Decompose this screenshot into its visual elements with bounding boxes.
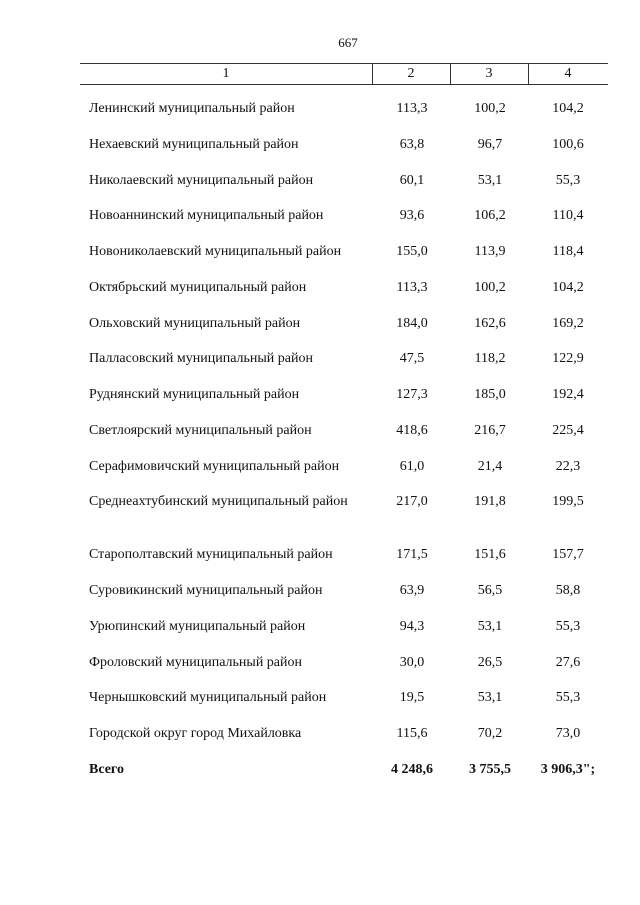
value-col-4: 192,4 xyxy=(552,387,584,402)
value-col-2: 113,3 xyxy=(396,101,428,116)
value-col-2: 63,9 xyxy=(399,583,425,598)
district-name: Среднеахтубинский муниципальный район xyxy=(89,494,348,509)
value-col-2: 94,3 xyxy=(399,619,425,634)
value-col-4: 55,3 xyxy=(555,690,581,705)
district-name: Городской округ город Михайловка xyxy=(89,726,302,741)
value-col-4: 199,5 xyxy=(552,494,584,509)
value-col-3: 70,2 xyxy=(477,726,503,741)
value-col-4: 110,4 xyxy=(552,208,584,223)
value-col-3: 118,2 xyxy=(474,351,506,366)
district-name: Фроловский муниципальный район xyxy=(89,655,303,670)
value-col-2: 418,6 xyxy=(396,423,428,438)
value-col-2: 217,0 xyxy=(396,494,428,509)
district-name: Ленинский муниципальный район xyxy=(89,101,295,116)
district-name: Руднянский муниципальный район xyxy=(89,387,300,402)
value-col-4: 104,2 xyxy=(552,280,584,295)
value-col-3: 26,5 xyxy=(477,655,503,670)
value-col-3: 191,8 xyxy=(474,494,506,509)
value-col-2: 127,3 xyxy=(396,387,428,402)
value-col-2: 113,3 xyxy=(396,280,428,295)
value-col-3: 53,1 xyxy=(477,173,503,188)
value-col-3: 53,1 xyxy=(477,619,503,634)
value-col-4: 27,6 xyxy=(555,655,581,670)
district-name: Нехаевский муниципальный район xyxy=(89,137,299,152)
value-col-3: 53,1 xyxy=(477,690,503,705)
value-col-3: 113,9 xyxy=(474,244,506,259)
value-col-3: 162,6 xyxy=(474,316,506,331)
header-col-1: 1 xyxy=(222,66,230,81)
value-col-3: 151,6 xyxy=(474,547,506,562)
value-col-2: 19,5 xyxy=(399,690,425,705)
district-name: Октябрьский муниципальный район xyxy=(89,280,307,295)
table-header xyxy=(80,63,608,85)
value-col-2: 47,5 xyxy=(399,351,425,366)
district-name: Светлоярский муниципальный район xyxy=(89,423,312,438)
value-col-2: 115,6 xyxy=(396,726,428,741)
value-col-4: 118,4 xyxy=(552,244,584,259)
value-col-3: 216,7 xyxy=(474,423,506,438)
value-col-4: 58,8 xyxy=(555,583,581,598)
value-col-2: 93,6 xyxy=(399,208,425,223)
header-col-3: 3 xyxy=(485,66,493,81)
value-col-4: 73,0 xyxy=(555,726,581,741)
value-col-4: 157,7 xyxy=(552,547,584,562)
district-name: Новониколаевский муниципальный район xyxy=(89,244,342,259)
total-col-3: 3 755,5 xyxy=(469,762,511,777)
value-col-2: 184,0 xyxy=(396,316,428,331)
district-name: Ольховский муниципальный район xyxy=(89,316,301,331)
value-col-4: 169,2 xyxy=(552,316,584,331)
district-name: Николаевский муниципальный район xyxy=(89,173,314,188)
value-col-4: 55,3 xyxy=(555,173,581,188)
header-col-4: 4 xyxy=(564,66,572,81)
value-col-4: 104,2 xyxy=(552,101,584,116)
value-col-3: 21,4 xyxy=(477,459,503,474)
district-name: Урюпинский муниципальный район xyxy=(89,619,306,634)
header-col-2: 2 xyxy=(407,66,415,81)
district-name: Палласовский муниципальный район xyxy=(89,351,313,366)
value-col-3: 100,2 xyxy=(474,280,506,295)
district-name: Суровикинский муниципальный район xyxy=(89,583,323,598)
district-name: Чернышковский муниципальный район xyxy=(89,690,327,705)
total-col-2: 4 248,6 xyxy=(391,762,433,777)
value-col-4: 100,6 xyxy=(552,137,584,152)
value-col-2: 171,5 xyxy=(396,547,428,562)
district-name: Серафимовичский муниципальный район xyxy=(89,459,340,474)
value-col-4: 225,4 xyxy=(552,423,584,438)
total-label: Всего xyxy=(89,762,124,777)
value-col-3: 96,7 xyxy=(477,137,503,152)
value-col-3: 185,0 xyxy=(474,387,506,402)
value-col-3: 106,2 xyxy=(474,208,506,223)
value-col-3: 56,5 xyxy=(477,583,503,598)
value-col-4: 122,9 xyxy=(552,351,584,366)
district-name: Старополтавский муниципальный район xyxy=(89,547,333,562)
value-col-4: 22,3 xyxy=(555,459,581,474)
value-col-4: 55,3 xyxy=(555,619,581,634)
value-col-2: 60,1 xyxy=(399,173,425,188)
value-col-2: 155,0 xyxy=(396,244,428,259)
value-col-3: 100,2 xyxy=(474,101,506,116)
value-col-2: 61,0 xyxy=(399,459,425,474)
value-col-2: 30,0 xyxy=(399,655,425,670)
district-name: Новоаннинский муниципальный район xyxy=(89,208,324,223)
total-col-4: 3 906,3"; xyxy=(540,762,596,777)
page-number: 667 xyxy=(338,35,358,50)
value-col-2: 63,8 xyxy=(399,137,425,152)
